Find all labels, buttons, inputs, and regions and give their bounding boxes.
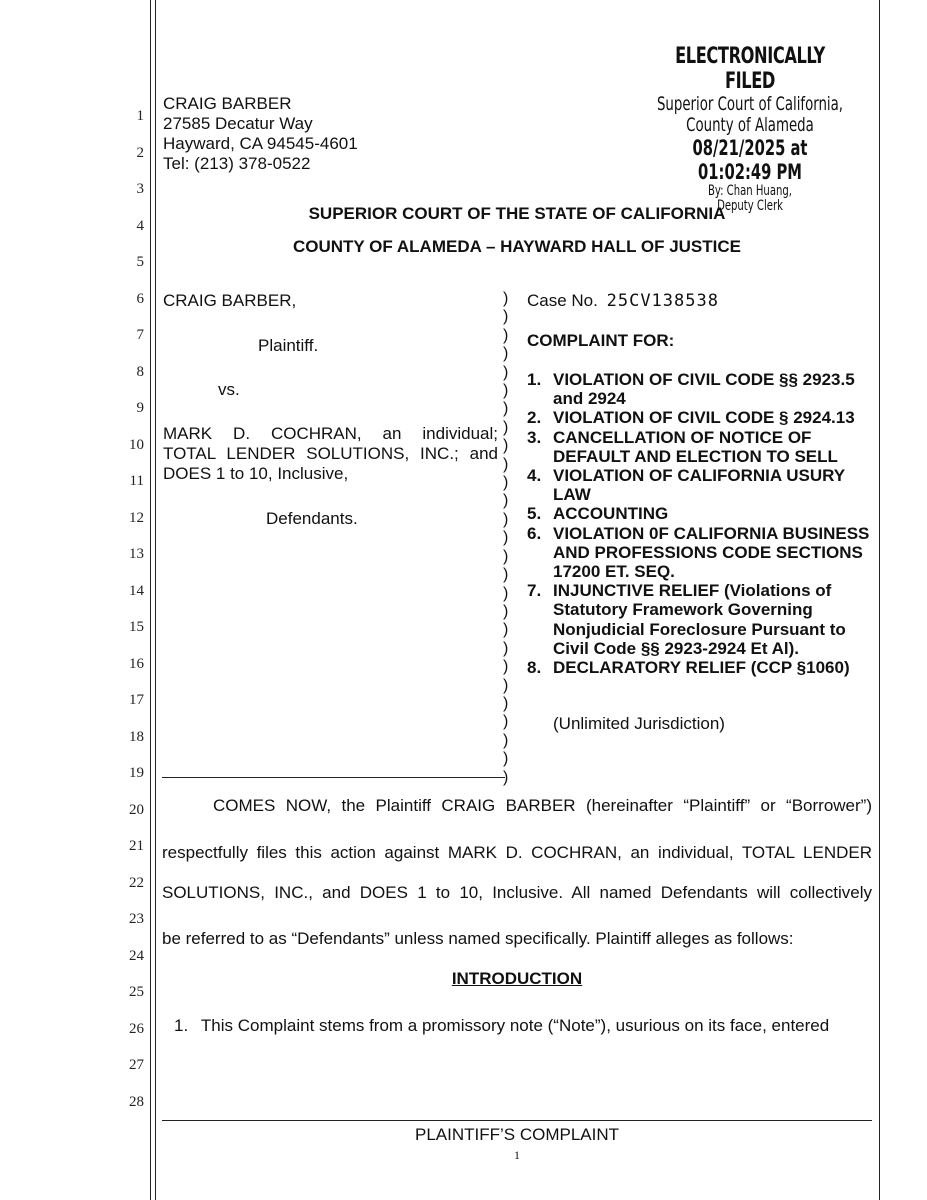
claims-list: [527, 370, 872, 677]
line-number: 16: [129, 655, 144, 672]
line-number: 19: [129, 765, 144, 781]
claim-item: [527, 524, 872, 582]
claim-number: 5.: [527, 504, 542, 524]
stamp-court: Superior Court of California,: [656, 93, 844, 115]
line-number: 5: [136, 254, 144, 270]
claim-text: VIOLATION OF CALIFORNIA USURY LAW: [553, 466, 845, 505]
claim-number: 2.: [527, 408, 542, 428]
stamp-county: County of Alameda: [686, 114, 814, 136]
claim-number: 3.: [527, 427, 542, 447]
line-number: 22: [129, 874, 144, 891]
right-margin-rule: [879, 0, 880, 1200]
left-margin-rule-inner: [155, 0, 156, 1200]
claim-number: 8.: [527, 658, 542, 678]
case-number: 25CV138538: [606, 291, 719, 311]
caption-defendant-line1: MARK D. COCHRAN, an individual;: [163, 424, 498, 443]
claim-item: [527, 408, 872, 427]
caption-bottom-rule: [162, 777, 505, 778]
line-number: 8: [136, 363, 144, 380]
body-line-2: respectfully files this action against MARK D. COCHRAN, an individual, TOTAL LENDER: [162, 843, 872, 862]
line-number: 21: [129, 838, 144, 854]
caption-plaintiff: CRAIG BARBER,: [163, 291, 297, 310]
line-number: 4: [136, 217, 144, 234]
footer-title: PLAINTIFF’S COMPLAINT: [414, 1125, 620, 1144]
line-number: 25: [129, 984, 144, 1000]
stamp-header: ELECTRONICALLY FILED: [675, 44, 825, 94]
complaint-for-heading: COMPLAINT FOR:: [527, 331, 675, 350]
line-number: 14: [129, 582, 144, 599]
claim-number: 4.: [527, 466, 542, 486]
claim-text: VIOLATION OF CIVIL CODE § 2924.13: [553, 408, 855, 428]
stamp-role: Deputy Clerk: [717, 198, 783, 214]
line-number: 1: [136, 108, 144, 124]
claim-item: [527, 581, 872, 658]
paragraph-1: [174, 1016, 874, 1036]
line-number: 3: [136, 181, 144, 197]
line-number: 28: [129, 1093, 144, 1110]
jurisdiction: (Unlimited Jurisdiction): [553, 714, 725, 733]
line-number: 23: [129, 911, 144, 927]
claim-text: CANCELLATION OF NOTICE OF DEFAULT AND ELECTION TO SELL: [553, 427, 838, 466]
introduction-heading: INTRODUCTION: [451, 969, 583, 988]
plaintiff-name: CRAIG BARBER: [163, 94, 292, 113]
line-number: 20: [129, 801, 144, 818]
body-line-1: COMES NOW, the Plaintiff CRAIG BARBER (hereinafter “Plaintiff” or “Borrower”): [213, 796, 872, 815]
line-number: 2: [136, 144, 144, 161]
paragraph-text: This Complaint stems from a promissory note (“Note”), usurious on its face, entered: [200, 1016, 830, 1035]
case-number-label: Case No.: [527, 291, 598, 310]
court-title-line2: COUNTY OF ALAMEDA – HAYWARD HALL OF JUSTICE: [292, 237, 741, 256]
claim-item: [527, 370, 872, 408]
claim-item: [527, 658, 872, 677]
claim-text: VIOLATION OF CIVIL CODE §§ 2923.5 and 2924: [553, 370, 855, 409]
page-number: 1: [514, 1148, 520, 1162]
electronic-filing-stamp: [630, 44, 870, 214]
claim-number: 6.: [527, 523, 542, 543]
line-number: 18: [129, 728, 144, 745]
claim-item: [527, 504, 872, 523]
plaintiff-tel: Tel: (213) 378-0522: [163, 154, 311, 173]
claim-item: [527, 466, 872, 504]
case-number-row: [527, 291, 719, 311]
line-number: 9: [136, 400, 144, 416]
claim-item: [527, 428, 872, 466]
footer-rule: [162, 1120, 872, 1121]
claim-number: 1.: [527, 370, 542, 389]
line-number: 11: [129, 473, 144, 489]
claim-text: ACCOUNTING: [553, 504, 669, 524]
line-number: 26: [129, 1020, 144, 1037]
claim-text: INJUNCTIVE RELIEF (Violations of Statutory Framework Governing Nonjudicial Foreclosure Pursuant to Civil Code §§ 2923-2924 Et Al).: [553, 581, 846, 658]
caption-defendant-line2: TOTAL LENDER SOLUTIONS, INC.; and: [163, 444, 498, 463]
claim-text: VIOLATION 0F CALIFORNIA BUSINESS AND PROFESSIONS CODE SECTIONS 17200 ET. SEQ.: [553, 523, 870, 582]
caption-vs: vs.: [218, 380, 240, 399]
paragraph-number: 1.: [174, 1016, 189, 1035]
line-number: 7: [136, 327, 144, 343]
claim-text: DECLARATORY RELIEF (CCP §1060): [553, 658, 850, 678]
line-number: 24: [129, 947, 144, 964]
caption-defendant-line3: DOES 1 to 10, Inclusive,: [163, 464, 349, 483]
plaintiff-info-block: [163, 94, 358, 174]
left-margin-rule-outer: [150, 0, 151, 1200]
claim-number: 7.: [527, 581, 542, 601]
body-line-3: SOLUTIONS, INC., and DOES 1 to 10, Inclusive. All named Defendants will collectively: [162, 883, 872, 902]
line-number: 10: [129, 436, 144, 453]
caption-parentheses: ) ) ) ) ) ) ) ) ) ) ) ) ) ) ) ) ) ) ) ) ) ) ) ) ) ) ): [503, 290, 509, 786]
body-line-4: be referred to as “Defendants” unless named specifically. Plaintiff alleges as follows:: [162, 929, 794, 948]
line-number: 6: [136, 290, 144, 307]
stamp-datetime: 08/21/2025 at 01:02:49 PM: [692, 136, 808, 184]
caption-plaintiff-role: Plaintiff.: [258, 336, 319, 355]
caption-defendant-role: Defendants.: [266, 509, 358, 528]
line-number: 27: [129, 1057, 144, 1073]
plaintiff-city: Hayward, CA 94545-4601: [163, 134, 358, 153]
caption-defendants-block: [163, 424, 498, 484]
line-number: 13: [129, 546, 144, 562]
court-title-line1: SUPERIOR COURT OF THE STATE OF CALIFORNIA: [308, 204, 726, 223]
stamp-by: By: Chan Huang,: [708, 183, 792, 199]
line-number: 12: [129, 509, 144, 526]
plaintiff-street: 27585 Decatur Way: [163, 114, 313, 133]
line-number: 15: [129, 619, 144, 635]
line-number: 17: [129, 692, 144, 708]
